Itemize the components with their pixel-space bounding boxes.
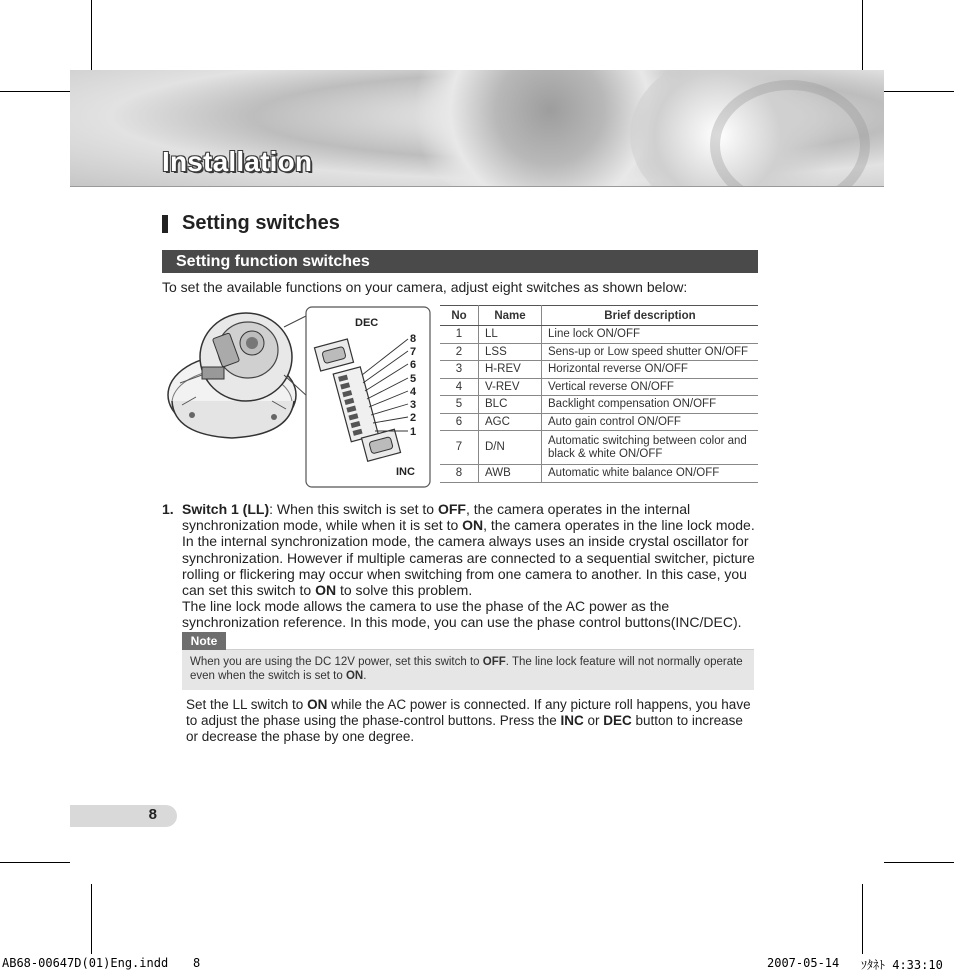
page-number: 8	[148, 806, 157, 823]
table-cell-description: Line lock ON/OFF	[542, 326, 759, 344]
footer-date: 2007-05-14	[767, 956, 840, 970]
note-bold-off: OFF	[482, 656, 506, 668]
section-marker	[162, 215, 168, 233]
crop-mark	[91, 884, 92, 954]
crop-mark	[0, 91, 70, 92]
page-number-tab	[70, 805, 177, 827]
switch-number-1: 1	[410, 426, 417, 438]
crop-mark	[884, 862, 954, 863]
table-cell-no: 7	[440, 431, 479, 465]
set-ll-bold-on: ON	[307, 697, 328, 712]
note-box	[182, 650, 754, 690]
set-ll-paragraph	[186, 697, 758, 746]
table-cell-name: D/N	[479, 431, 542, 465]
chapter-banner	[70, 70, 884, 186]
note-text: When you are using the DC 12V power, set this switch to	[190, 656, 483, 668]
camera-dome-icon	[168, 313, 296, 438]
set-ll-bold-inc: INC	[560, 713, 584, 729]
set-ll-text: while the AC power is connected. If any picture roll happens, you have to adjust the phase using the phase-control buttons. Press the	[186, 697, 751, 729]
banner-divider	[70, 186, 884, 187]
table-row	[440, 326, 758, 344]
table-cell-description: Vertical reverse ON/OFF	[542, 378, 759, 396]
switch-number-2: 2	[410, 412, 417, 424]
crop-mark	[862, 0, 863, 70]
section-heading	[162, 212, 340, 235]
note-label: Note	[182, 632, 226, 650]
table-row	[440, 343, 758, 361]
table-cell-description: Auto gain control ON/OFF	[542, 413, 759, 431]
step-1-bold-off: OFF	[437, 501, 466, 517]
switch-function-table	[440, 305, 758, 483]
note-text: . The line lock feature will not normally operate even when the switch is set to	[190, 656, 743, 682]
step-1-label: Switch 1 (LL)	[182, 501, 270, 517]
camera-switch-illustration	[162, 305, 432, 490]
step-1-text: : When this switch is set to	[269, 501, 438, 517]
section-title: Setting switches	[182, 212, 340, 234]
table-row	[440, 378, 758, 396]
table-header-no: No	[440, 306, 479, 326]
switch-number-4: 4	[410, 386, 417, 398]
table-row	[440, 465, 758, 483]
table-row	[440, 431, 758, 465]
step-1-paragraph-2: The line lock mode allows the camera to use the phase of the AC power as the synchronization reference. In this mode, you can use the phase control buttons(INC/DEC).	[182, 598, 742, 631]
table-cell-name: V-REV	[479, 378, 542, 396]
table-header-name: Name	[479, 306, 542, 326]
table-cell-no: 8	[440, 465, 479, 483]
table-cell-name: AGC	[479, 413, 542, 431]
switch-number-3: 3	[410, 399, 417, 411]
chapter-title: Installation	[162, 146, 313, 177]
table-header-description: Brief description	[542, 306, 759, 326]
table-cell-no: 5	[440, 396, 479, 414]
crop-mark	[862, 884, 863, 954]
note-bold-on: ON	[345, 669, 364, 682]
table-cell-no: 6	[440, 413, 479, 431]
step-1-text: , the camera operates in the line lock mode. In the internal synchronization mode, the camera always uses an inside crystal oscillator for synchronization. However if multiple cameras are connected to a sequential switcher, picture rolling or flickering may occur when switching from one camera to another. In this case, you can set this switch to	[182, 517, 755, 599]
table-cell-no: 2	[440, 343, 479, 361]
crop-mark	[884, 91, 954, 92]
footer-filename: AB68-00647D(01)Eng.indd	[2, 956, 169, 970]
note-text: .	[363, 669, 367, 682]
table-cell-no: 4	[440, 378, 479, 396]
footer-page: 8	[193, 956, 201, 970]
table-cell-description: Automatic switching between color and black & white ON/OFF	[542, 431, 759, 465]
footer-time: ｿﾀﾈﾄ 4:33:10	[861, 958, 943, 972]
crop-mark	[0, 862, 70, 863]
switch-number-7: 7	[410, 346, 417, 358]
table-cell-name: AWB	[479, 465, 542, 483]
table-cell-description: Horizontal reverse ON/OFF	[542, 361, 759, 379]
table-cell-name: H-REV	[479, 361, 542, 379]
table-cell-name: LL	[479, 326, 542, 344]
set-ll-bold-dec: DEC	[603, 713, 632, 729]
set-ll-text: or	[583, 713, 604, 729]
table-cell-no: 1	[440, 326, 479, 344]
table-row	[440, 361, 758, 379]
table-cell-name: BLC	[479, 396, 542, 414]
step-1-body	[182, 501, 762, 631]
inc-label: INC	[396, 466, 415, 478]
table-cell-description: Automatic white balance ON/OFF	[542, 465, 759, 483]
crop-mark	[91, 0, 92, 70]
step-1-text: to solve this problem.	[336, 582, 473, 599]
table-cell-description: Backlight compensation ON/OFF	[542, 396, 759, 414]
table-cell-no: 3	[440, 361, 479, 379]
subsection-title: Setting function switches	[162, 250, 758, 273]
step-number: 1.	[162, 501, 174, 517]
step-1-bold-on: ON	[462, 517, 484, 534]
table-cell-name: LSS	[479, 343, 542, 361]
table-row	[440, 413, 758, 431]
switch-number-6: 6	[410, 359, 417, 371]
set-ll-text: Set the LL switch to	[186, 697, 308, 712]
step-1	[162, 501, 762, 631]
switch-number-5: 5	[410, 373, 417, 385]
table-row	[440, 396, 758, 414]
intro-text: To set the available functions on your camera, adjust eight switches as shown below:	[162, 279, 688, 295]
dec-label: DEC	[355, 317, 379, 329]
table-header-row	[440, 306, 758, 326]
switch-number-8: 8	[410, 333, 417, 345]
set-ll-text: button to increase or decrease the phase by one degree.	[186, 713, 743, 745]
step-1-bold-on: ON	[315, 582, 337, 599]
table-cell-description: Sens-up or Low speed shutter ON/OFF	[542, 343, 759, 361]
step-1-text: , the camera operates in the internal synchronization mode, while when it is set to	[182, 501, 691, 534]
